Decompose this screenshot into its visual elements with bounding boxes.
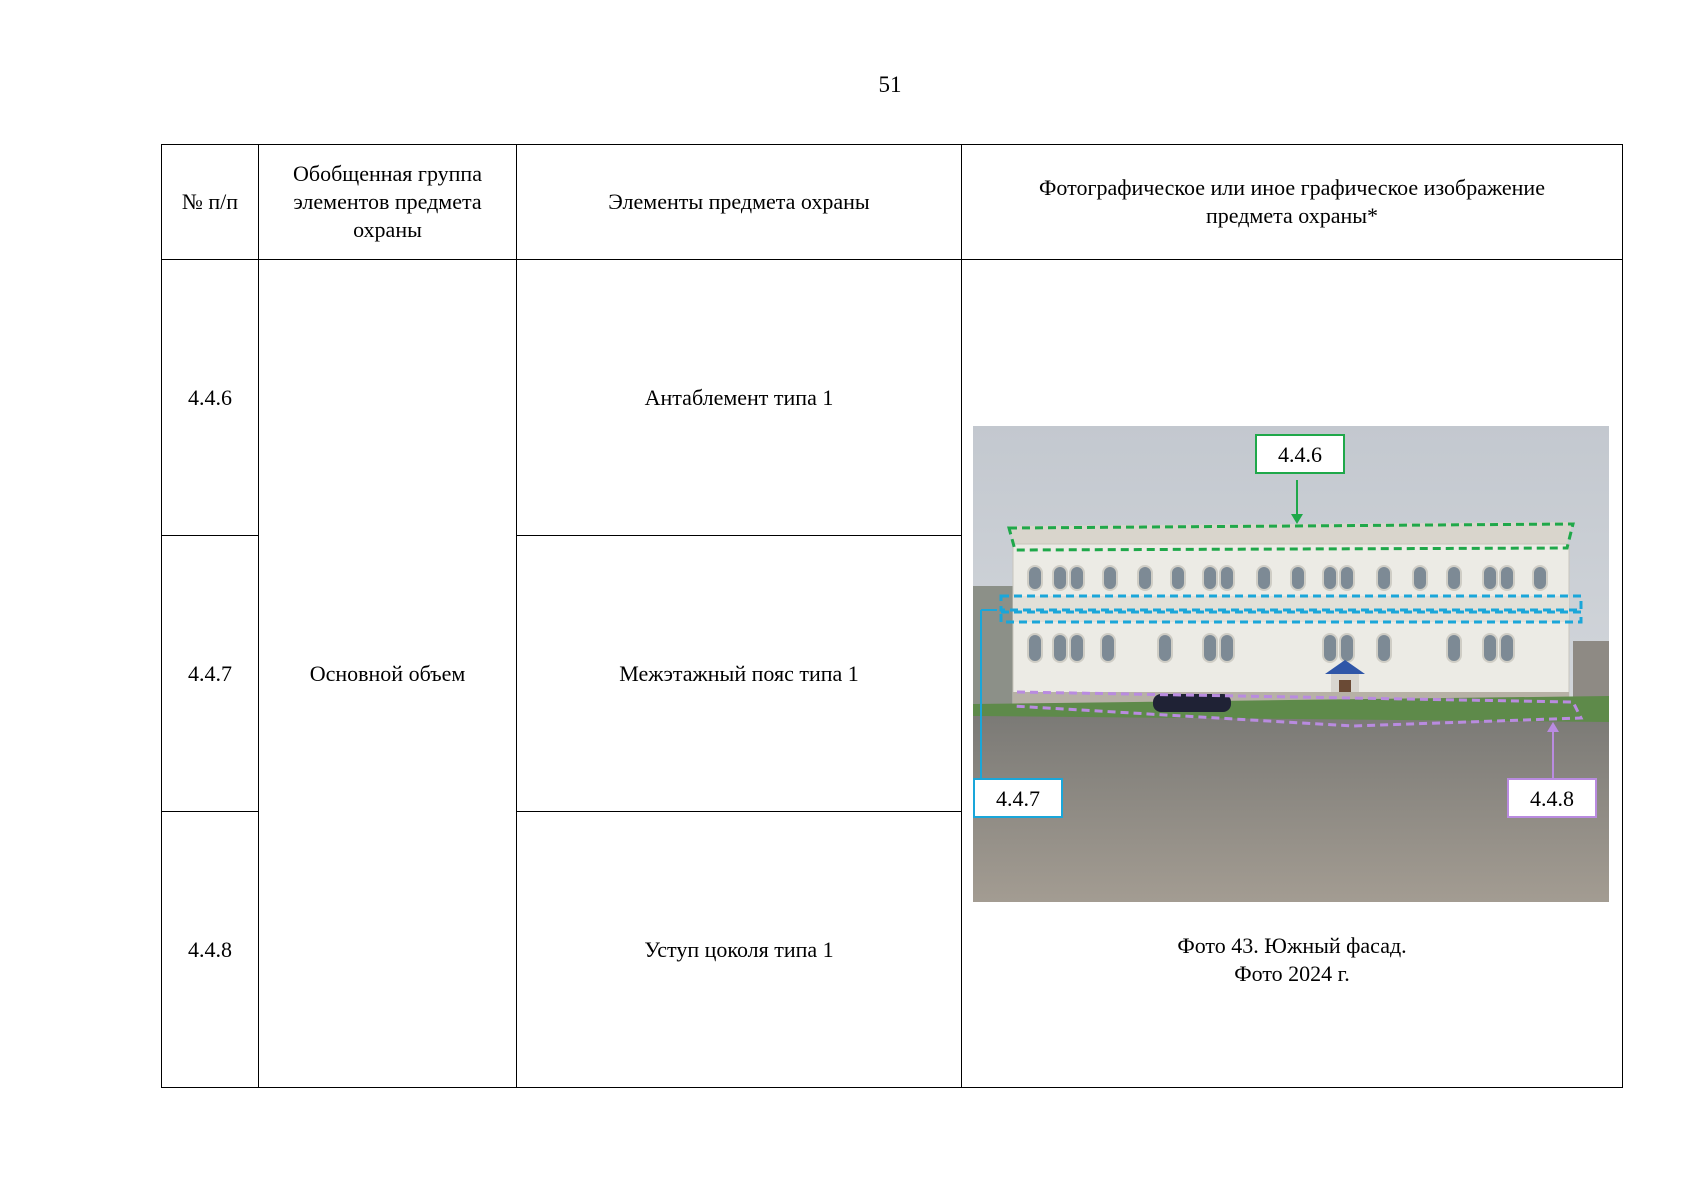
photo-caption — [962, 932, 1622, 988]
caption-line-2: Фото 2024 г. — [1234, 961, 1350, 986]
row-number: 4.4.7 — [162, 536, 259, 812]
header-group: Обобщенная группа элементов предмета охраны — [259, 145, 517, 260]
row-number: 4.4.6 — [162, 260, 259, 536]
row-element: Межэтажный пояс типа 1 — [517, 536, 962, 812]
row-element: Антаблемент типа 1 — [517, 260, 962, 536]
callout-4-4-7: 4.4.7 — [973, 778, 1063, 818]
caption-line-1: Фото 43. Южный фасад. — [1177, 933, 1407, 958]
table-row — [162, 260, 1623, 536]
header-elements: Элементы предмета охраны — [517, 145, 962, 260]
facade-photo — [973, 426, 1609, 902]
table-header-row — [162, 145, 1623, 260]
photo-cell — [962, 260, 1623, 1088]
header-number: № п/п — [162, 145, 259, 260]
group-cell: Основной объем — [259, 260, 517, 1088]
protection-subject-table — [161, 144, 1623, 1088]
page-number: 51 — [878, 72, 902, 97]
row-number: 4.4.8 — [162, 812, 259, 1088]
row-element: Уступ цоколя типа 1 — [517, 812, 962, 1088]
header-image: Фотографическое или иное графическое изображение предмета охраны* — [962, 145, 1623, 260]
callout-4-4-8: 4.4.8 — [1507, 778, 1597, 818]
callout-4-4-6: 4.4.6 — [1255, 434, 1345, 474]
